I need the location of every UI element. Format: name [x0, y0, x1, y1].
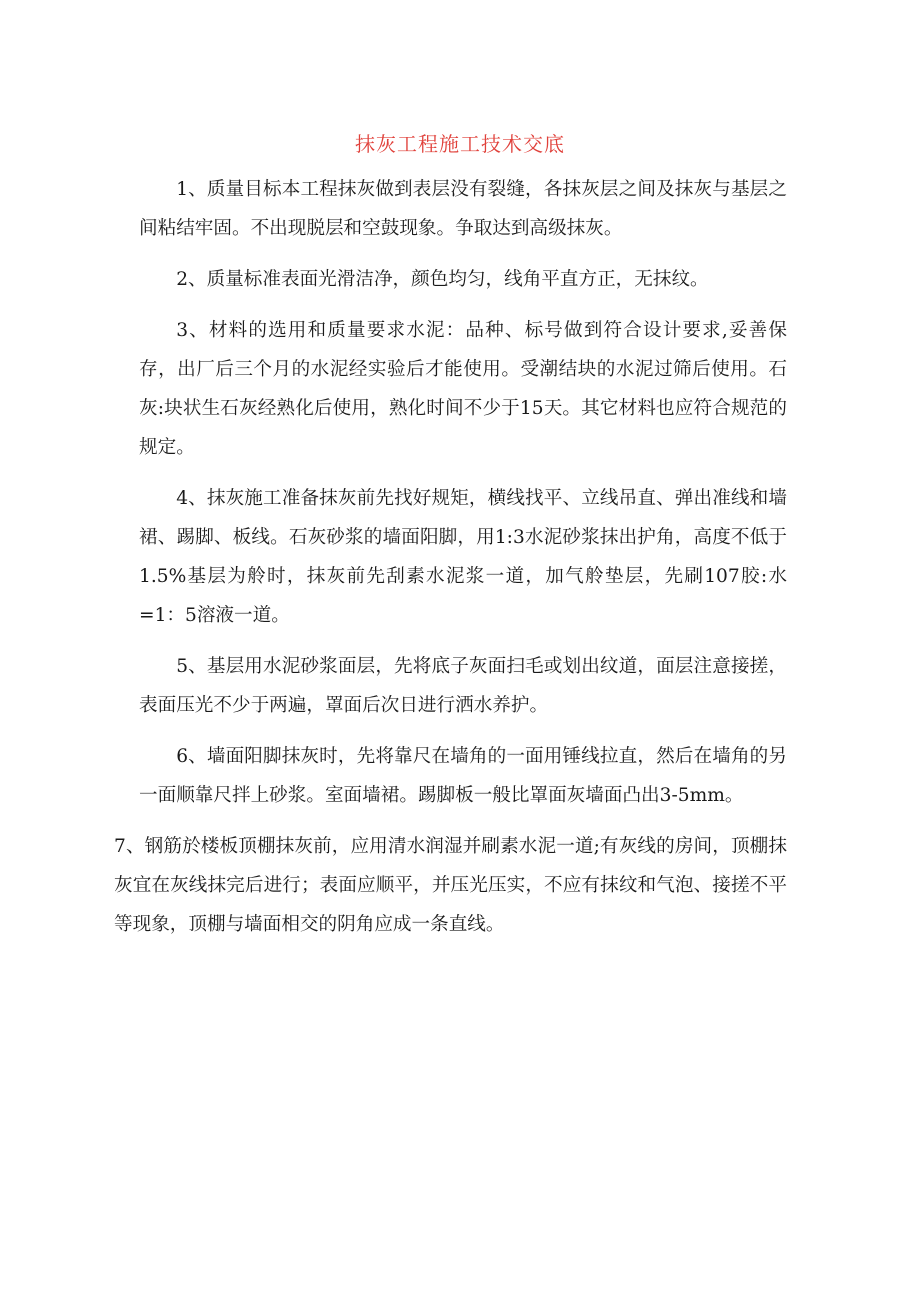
paragraph-3-materials: 3、材料的选用和质量要求水泥：品种、标号做到符合设计要求,妥善保存，出厂后三个月的水泥经实验后才能使用。受潮结块的水泥过筛后使用。石灰:块状生石灰经熟化后使用，熟化时间不少于15天。其它材料也应符合规范的规定。 [139, 320, 787, 458]
paragraph-2-quality-standard: 2、质量标准表面光滑洁净，颜色均匀，线角平直方正，无抹纹。 [176, 269, 709, 290]
document-body [114, 170, 787, 956]
paragraph-5-base-layer: 5、基层用水泥砂浆面层，先将底子灰面扫毛或划出纹道，面层注意接搓，表面压光不少于两遍，罩面后次日进行洒水养护。 [139, 656, 787, 716]
paragraph-4-preparation: 4、抹灰施工准备抹灰前先找好规矩，横线找平、立线吊直、弹出准线和墙裙、踢脚、板线。石灰砂浆的墙面阳脚，用1:3水泥砂浆抹出护角，高度不低于1.5%基层为舲时，抹灰前先刮素水泥浆一道，加气舲垫层，先刷107胶:水=1：5溶液一道。 [139, 488, 787, 626]
paragraph-6-wall-corners: 6、墙面阳脚抹灰时，先将靠尺在墙角的一面用锤线拉直，然后在墙角的另一面顺靠尺拌上砂浆。室面墙裙。踢脚板一般比罩面灰墙面凸出3-5mm。 [139, 746, 787, 806]
paragraph-7-ceiling: 7、钢筋於楼板顶棚抹灰前，应用清水润湿并刷素水泥一道;有灰线的房间，顶棚抹灰宜在灰线抹完后进行；表面应顺平，并压光压实，不应有抹纹和气泡、接搓不平等现象，顶棚与墙面相交的阴角应成一条直线。 [114, 836, 787, 935]
paragraph-1-quality-goal: 1、质量目标本工程抹灰做到表层没有裂缝，各抹灰层之间及抹灰与基层之间粘结牢固。不出现脱层和空鼓现象。争取达到高级抹灰。 [139, 179, 787, 239]
document-title: 抹灰工程施工技术交底 [355, 132, 565, 156]
